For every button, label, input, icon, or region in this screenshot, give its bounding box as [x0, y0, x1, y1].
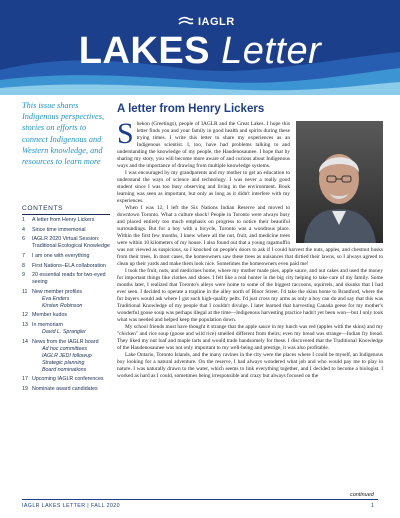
- table-of-contents: [22, 217, 110, 393]
- toc-item[interactable]: [22, 296, 110, 303]
- toc-item[interactable]: [22, 303, 110, 310]
- toc-page-number: 11: [22, 288, 28, 295]
- article-paragraph: Lake Ontario, Toronto Islands, and the many ravines in the city were the places where I could be myself, an Indigenous boy looking for a natural adventure. On the reserve, I had always wondered what job and who would pay me to play in nature. I was naturally drawn to the water, which seems to link everything together, and I decided to become a biologist. I worked as hard as I could, sometimes being irresponsible and crazy but always focused on the: [117, 352, 383, 379]
- toc-item[interactable]: [22, 339, 110, 346]
- toc-item[interactable]: [22, 322, 110, 329]
- toc-item[interactable]: [22, 289, 110, 296]
- toc-item[interactable]: [22, 346, 110, 353]
- toc-title: In memoriam: [32, 321, 63, 328]
- toc-title: Nominate award candidates: [32, 385, 98, 392]
- toc-page-number: 1: [22, 217, 25, 224]
- masthead: [0, 0, 400, 95]
- toc-item[interactable]: [22, 217, 110, 224]
- continued-label: continued: [350, 492, 374, 498]
- main-article: [117, 103, 383, 380]
- wave-logo-icon: [178, 16, 194, 28]
- article-paragraph: My school friends must have thought it strange that the apple sauce in my lunch was red (apples with the skins) and my "chicken" and rice soup (goose and wild rice) smelled different from theirs; even my bread was strange—Indian fry bread. They liked my nut loaf and maple tarts and would trade handsomely for these. I discovered that the Traditional Knowledge of the Haudenosaunee was not only important to my well-being and prestige, it was also profitable.: [117, 324, 383, 351]
- toc-item[interactable]: [22, 386, 110, 393]
- title-part-1: LAKES: [78, 30, 211, 72]
- title-part-2: Letter: [221, 30, 322, 72]
- toc-title: New member profiles: [32, 288, 83, 295]
- contents-heading: CONTENTS: [22, 205, 110, 215]
- toc-page-number: 17: [22, 376, 28, 383]
- toc-title: IAGLR 2020 Virtual Session: Traditional Ecological Knowledge: [32, 236, 110, 250]
- toc-page-number: 7: [22, 253, 25, 259]
- toc-page-number: 9: [22, 272, 25, 279]
- newsletter-title: [0, 30, 400, 73]
- footer-text: IAGLR LAKES LETTER | FALL 2020: [22, 503, 120, 509]
- article-paragraph: I was encouraged by my grandparents and my mother to get an education to understand the ways of science and technology. I was never a really good student since I was too busy observing and living in the environment. Book learning was seen as important, but only as long as it didn't interfere with my experiences.: [117, 170, 290, 204]
- toc-item[interactable]: [22, 263, 110, 270]
- page-number: 1: [371, 503, 374, 509]
- article-paragraph: When I was 12, I left the Six Nations Indian Reserve and moved to downtown Toronto. What a culture shock! People in Toronto were always busy and placed entirely too much emphasis on progress to notice their beautiful surroundings. But for a boy with a bicycle, Toronto was a wondrous place. Within the first few months, I knew where all the nut, fruit, and medicine trees were within 10 kilometers of my house. I also found out that a young ragamuffin was not viewed as suspicious, so I knocked on people's doors to ask if I could harvest the nuts, apples, and chestnut husks from their trees. In most cases, the homeowners saw these trees as nuisances that dirtied their lawns, so I always agreed to clean up their yards and make them look nice. Sometimes the homeowners even paid me!: [117, 205, 383, 267]
- toc-title: Strategic planning: [42, 359, 85, 366]
- toc-title: David L. Sprangler: [42, 328, 86, 335]
- toc-title: A letter from Henry Lickers: [32, 217, 95, 224]
- toc-item[interactable]: [22, 236, 110, 250]
- toc-item[interactable]: [22, 312, 110, 319]
- footer-divider: [22, 499, 378, 500]
- article-body: [117, 117, 383, 380]
- toc-title: IAGLR JEDI followup: [42, 352, 92, 359]
- toc-title: Member kudos: [32, 312, 68, 319]
- toc-page-number: 13: [22, 321, 28, 328]
- iaglr-logo: [178, 16, 235, 28]
- toc-title: Since time immemorial: [32, 226, 86, 233]
- toc-item[interactable]: [22, 272, 110, 286]
- sidebar: [22, 100, 110, 393]
- toc-item[interactable]: [22, 367, 110, 374]
- article-paragraph: I took the fruit, nuts, and medicines home, where my mother made pies, apple sauce, and nut cakes and used the money for important things like clothes and shoes. I felt like a real hunter in the big city helping to take care of my family. Some months later, I realized that Toronto's alleys were home to some of the biggest raccoons, squirrels, and skunks that I had ever seen. I decided to operate a trapline in the alley north of Bloor Street. I'd take the skins home to Brantford, where the fur buyers would ask where I got such high-quality pelts. I'd just cross my arms as only a boy can do and say that this was Traditional Knowledge of my people that I couldn't divulge. I later learned that harvesting Canada geese for my mother's wonderful goose soup was perhaps illegal at the time—Indigenous harvesting practice hadn't yet been won—but I only took what was needed and helped keep the population down.: [117, 268, 383, 323]
- toc-item[interactable]: [22, 253, 110, 260]
- issue-intro: This issue shares Indigenous perspectives, stories on efforts to connect Indigenous and Western knowledge, and resources to learn more: [22, 101, 105, 167]
- toc-title: News from the IAGLR board: [32, 338, 99, 345]
- toc-page-number: 19: [22, 385, 28, 392]
- author-photo: [296, 121, 383, 243]
- toc-title: First Nations–ELA collaboration: [32, 262, 106, 269]
- toc-page-number: 14: [22, 338, 28, 345]
- toc-title: 20 essential reads for two-eyed seeing: [32, 272, 106, 286]
- toc-title: Upcoming IAGLR conferences: [32, 376, 104, 383]
- drop-cap: S: [117, 117, 134, 150]
- toc-item[interactable]: [22, 376, 110, 383]
- toc-title: I am one with everything: [32, 253, 90, 259]
- toc-page-number: 8: [22, 262, 25, 269]
- toc-title: Ad hoc committees: [42, 345, 88, 352]
- article-headline: A letter from Henry Lickers: [117, 103, 265, 115]
- toc-item[interactable]: [22, 329, 110, 336]
- toc-page-number: 4: [22, 226, 25, 233]
- toc-page-number: 6: [22, 236, 25, 243]
- portrait-image: [296, 121, 383, 243]
- toc-title: Kirsten Robinson: [42, 302, 83, 309]
- toc-item[interactable]: [22, 227, 110, 234]
- toc-title: Eva Enders: [42, 295, 70, 302]
- toc-page-number: 12: [22, 312, 28, 319]
- org-name: IAGLR: [198, 16, 235, 28]
- article-paragraph: hekon (Greetings), people of IAGLR and the Great Lakes. I hope this letter finds you and your family in good health and spirits during these trying times. I write this letter to share my experiences as an Indigenous scientist. I, too, have had problems talking to and understanding the knowledge of my people, the Haudenosaunee. I hope that by sharing my story, you will become more aware of and curious about Indigenous ways and the importance of drawing from multiple knowledge systems.: [117, 121, 290, 169]
- toc-item[interactable]: [22, 353, 110, 360]
- toc-item[interactable]: [22, 360, 110, 367]
- toc-title: Board nominations: [42, 366, 87, 373]
